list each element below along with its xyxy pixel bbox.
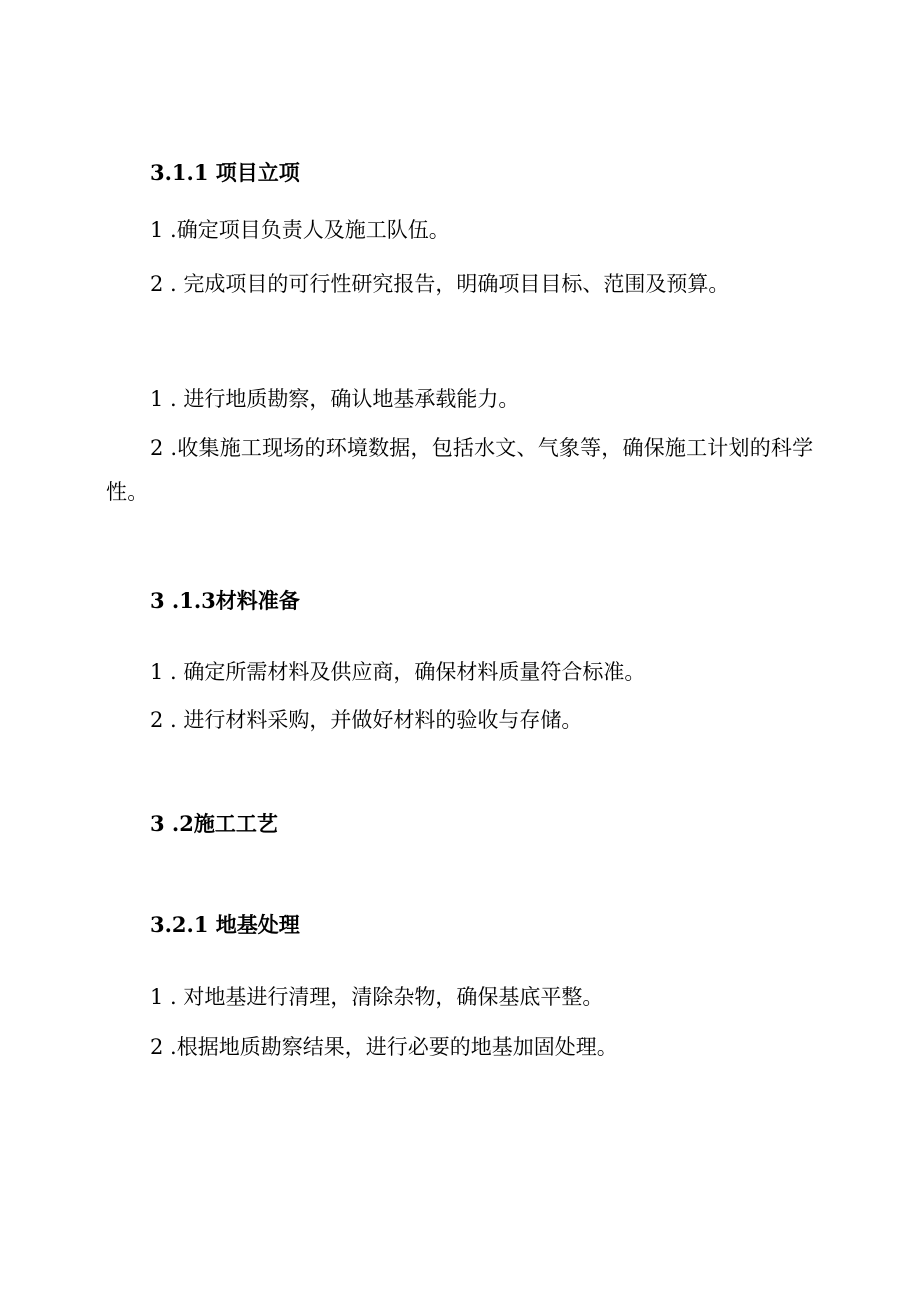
wrapped-paragraph: 2 .收集施工现场的环境数据，包括水文、气象等，确保施工计划的科学性。 (106, 436, 814, 504)
list-item: 1 . 确定所需材料及供应商，确保材料质量符合标准。 (150, 660, 646, 684)
list-item: 1 . 进行地质勘察，确认地基承载能力。 (150, 387, 520, 411)
list-item: 1 . 对地基进行清理，清除杂物，确保基底平整。 (150, 985, 604, 1009)
list-item: 2 . 完成项目的可行性研究报告，明确项目目标、范围及预算。 (150, 272, 730, 296)
list-item: 1 .确定项目负责人及施工队伍。 (150, 218, 450, 242)
section-heading-3-1-1: 3.1.1 项目立项 (150, 160, 300, 185)
list-item: 2 .根据地质勘察结果，进行必要的地基加固处理。 (150, 1035, 618, 1059)
section-heading-3-2-1: 3.2.1 地基处理 (150, 912, 300, 937)
section-heading-3-1-3: 3 .1.3材料准备 (150, 588, 300, 613)
list-item: 2 . 进行材料采购，并做好材料的验收与存储。 (150, 708, 583, 732)
section-heading-3-2: 3 .2施工工艺 (150, 811, 278, 836)
